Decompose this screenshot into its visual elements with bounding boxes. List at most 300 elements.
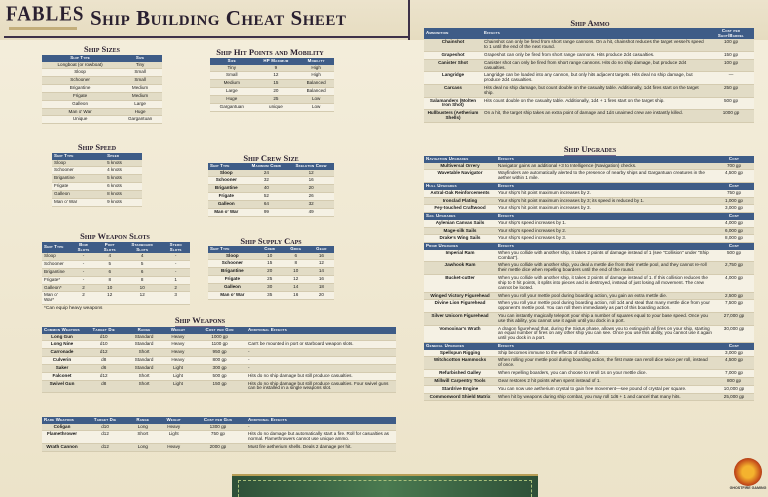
table-cell: Canister shot can only be fired from short range cannons. Hits do no ship damage, but produce 2d4 casualties.	[482, 59, 708, 72]
table-cell: Canister Shot	[424, 59, 482, 72]
table-cell: -	[161, 253, 190, 260]
table-cell: 12	[288, 170, 334, 177]
table-row	[424, 275, 754, 292]
table-cell: 1100 gp	[193, 341, 246, 349]
table-cell: 9	[254, 65, 299, 72]
table-cell: 2,500 gp	[714, 292, 754, 300]
table-row	[208, 260, 334, 268]
table-cell: 2	[161, 284, 190, 292]
table-cell: When rolling your mettle pool during boarding action, the first mate can reroll dice twice per roll, instead of once.	[496, 357, 714, 370]
column-header: Speed	[105, 153, 142, 160]
table-cell: 6,000 gp	[714, 227, 754, 235]
table-cell: Large	[210, 88, 254, 96]
table-cell: Ironclad Plating	[424, 197, 496, 205]
column-header: Size	[210, 58, 254, 65]
table-cell: Multiversal Orrery	[424, 163, 496, 170]
table-cell: Swivel Gun	[42, 380, 82, 393]
table-row	[42, 372, 396, 380]
table-cell: 1000 gp	[708, 110, 754, 123]
table-cell: -	[71, 268, 97, 276]
table-cell: 12	[254, 72, 299, 80]
table-cell: 15	[254, 80, 299, 88]
table-cell: On a hit, the target ship takes an extra point of damage and 1d4 unaimed crew are instantly killed.	[482, 110, 708, 123]
table-cell	[246, 334, 396, 341]
upgrades-heading: Ship Upgrades	[563, 144, 617, 154]
upgrade-group-header	[424, 213, 754, 220]
table-cell: 5	[123, 261, 161, 269]
table-cell: 27,000 gp	[714, 312, 754, 325]
table-cell: When you roll your mettle pool during boarding action, roll 1d4 and steal that many mettle dice from your opponent's mettle pool. You can roll them immediately as part of this boarding action.	[496, 300, 714, 313]
table-cell: d10	[82, 334, 125, 341]
table-row	[424, 84, 754, 97]
header-divider	[4, 36, 408, 38]
column-header: Common Weapons	[42, 327, 82, 334]
table-cell: 5	[96, 261, 123, 269]
table-cell: You can instantly magically teleport your ship a number of squares equal to your base speed. Once you use this ability, you cannot use it again until you dock in a port.	[496, 312, 714, 325]
table-row	[424, 39, 754, 51]
table-row	[42, 334, 396, 341]
table-cell: 16	[288, 177, 334, 185]
table-row	[424, 110, 754, 123]
table-row	[42, 92, 162, 100]
table-row	[424, 300, 754, 313]
table-row	[42, 77, 162, 85]
table-cell: Small	[210, 72, 254, 80]
table-cell: Frigate*	[42, 276, 71, 284]
table-row	[208, 268, 334, 276]
table-cell: 1000 gp	[193, 334, 246, 341]
table-cell: 750 gp	[714, 190, 754, 197]
table-cell: When you collide with another ship, it takes 2 points of damage instead of 1 (see "Collision" under "Ship Combat").	[496, 250, 714, 262]
table-row	[42, 364, 396, 372]
table-cell: Frigate	[208, 276, 257, 284]
column-header: Starboard Slots	[123, 242, 161, 253]
table-row	[52, 167, 142, 175]
table-cell: Gargantuan	[210, 103, 254, 111]
table-cell: Your ship's hit point maximum increases by 2.	[496, 190, 714, 197]
table-cell: Heavy	[163, 357, 193, 365]
table-cell: 49	[288, 208, 334, 216]
slots-heading: Ship Weapon Slots	[80, 231, 150, 241]
table-cell: 150 gp	[708, 51, 754, 59]
table-cell: Carcass	[424, 84, 482, 97]
table-cell: Medium	[210, 80, 254, 88]
table-cell: When you collide with another ship, it takes 2 points of damage instead of 1. If this collision reduces the ship to 0 hit points, it splits into pieces and is destroyed, instead of just losing all movement. The crew cannot be looted.	[496, 275, 714, 292]
table-cell: Ship becomes immune to the effects of chainshot.	[496, 350, 714, 357]
column-header: Target Die	[82, 327, 125, 334]
table-row	[424, 227, 754, 235]
ammo-table	[424, 28, 754, 123]
table-cell: d12	[82, 349, 125, 357]
table-cell: Standard	[125, 357, 162, 365]
column-header: Cost per Gun	[193, 327, 246, 334]
table-cell: Long Nine	[42, 341, 82, 349]
table-cell: Light	[163, 372, 193, 380]
table-row	[42, 444, 396, 452]
column-header: Ship Type	[208, 163, 245, 170]
table-cell: 8	[283, 260, 309, 268]
table-cell: 800 gp	[714, 377, 754, 385]
table-row	[42, 424, 396, 431]
table-cell: Unique	[42, 116, 118, 124]
table-cell: unique	[254, 103, 299, 111]
column-header: Cost	[714, 243, 754, 250]
page-title: Ship Building Cheat Sheet	[90, 6, 347, 30]
table-row	[210, 65, 334, 72]
table-cell: Short	[128, 431, 157, 444]
table-cell: 7,500 gp	[714, 300, 754, 313]
table-cell: Your ship's speed increases by 3.	[496, 235, 714, 243]
table-cell: 10	[123, 284, 161, 292]
table-cell: 26	[288, 193, 334, 201]
table-cell: 750 gp	[190, 431, 246, 444]
table-cell: 12	[96, 292, 123, 305]
table-cell: 10	[96, 284, 123, 292]
table-cell: 64	[245, 200, 289, 208]
table-cell: Long	[128, 424, 157, 431]
table-row	[208, 177, 334, 185]
table-row	[208, 185, 334, 193]
table-cell: Short	[125, 372, 162, 380]
table-cell: High	[298, 65, 334, 72]
table-cell: Schooner	[208, 177, 245, 185]
table-cell: Standard	[125, 341, 162, 349]
header-row	[424, 28, 754, 39]
table-row	[42, 253, 190, 260]
table-cell: Bucket-cutter	[424, 275, 496, 292]
table-cell: Culverin	[42, 357, 82, 365]
ammo-heading: Ship Ammo	[570, 18, 610, 28]
table-cell: 25	[257, 276, 283, 284]
table-cell: 300 gp	[193, 364, 246, 372]
table-row	[52, 198, 142, 206]
table-cell: 14	[283, 283, 309, 291]
publisher-name: GHOSTFIRE GAMING	[729, 486, 767, 490]
table-cell: 4,500 gp	[714, 170, 754, 183]
table-cell: 2	[71, 284, 97, 292]
table-cell: Hits do no damage but automatically start a fire. Roll for casualties as normal. Flamethrowers cannot use unique ammo.	[246, 431, 396, 444]
column-header: Effects	[496, 183, 714, 190]
table-row	[424, 370, 754, 378]
table-cell: When you roll your mettle pool during boarding action, you gain an extra mettle die.	[496, 292, 714, 300]
table-row	[424, 262, 754, 275]
table-cell: 8	[96, 276, 123, 284]
table-cell: Large	[118, 100, 162, 108]
table-row	[208, 170, 334, 177]
column-header: Weight	[163, 327, 193, 334]
upgrade-group-header	[424, 156, 754, 163]
table-cell: Galleon	[52, 190, 105, 198]
table-cell: Heavy	[163, 341, 193, 349]
table-row	[42, 357, 396, 365]
column-header: Bow Slots	[71, 242, 97, 253]
table-row	[208, 291, 334, 299]
table-cell: Tiny	[118, 62, 162, 69]
table-cell: 12	[123, 292, 161, 305]
table-cell: 6	[96, 268, 123, 276]
table-row	[52, 175, 142, 183]
table-cell: 3,000 gp	[714, 205, 754, 213]
table-row	[424, 235, 754, 243]
table-row	[42, 349, 396, 357]
table-cell: Mage-silk Sails	[424, 227, 496, 235]
column-header: Range	[125, 327, 162, 334]
table-cell: Refurbished Galley	[424, 370, 496, 378]
table-cell: Frigate	[42, 92, 118, 100]
logo-underline	[9, 27, 77, 30]
table-cell: Galleon	[208, 283, 257, 291]
table-row	[42, 85, 162, 93]
table-cell: Grapeshot	[424, 51, 482, 59]
column-header: Ship Type	[52, 153, 105, 160]
fables-logo: FABLES	[6, 2, 85, 26]
table-cell: 16	[309, 276, 334, 284]
table-row	[424, 97, 754, 110]
table-cell: Brigantine	[208, 268, 257, 276]
upgrade-group-name: General Upgrades	[424, 343, 496, 350]
table-row	[424, 385, 754, 393]
table-row	[52, 160, 142, 167]
table-cell: d6	[82, 364, 125, 372]
table-cell: 4,000 gp	[714, 220, 754, 227]
table-row	[208, 193, 334, 201]
table-cell: Man o' War	[42, 108, 118, 116]
table-cell: Long Gun	[42, 334, 82, 341]
table-row	[42, 276, 190, 284]
table-cell: High	[298, 72, 334, 80]
table-cell: Brigantine	[52, 175, 105, 183]
table-cell: Your ship's hit point maximum increases by 3; its speed is reduced by 1.	[496, 197, 714, 205]
table-cell: 20	[254, 88, 299, 96]
table-cell: 500 gp	[714, 250, 754, 262]
table-cell: Gargantuan	[118, 116, 162, 124]
table-cell: Hits do no ship damage but still produce casualties.	[246, 372, 396, 380]
table-row	[42, 62, 162, 69]
table-cell: Brigantine	[42, 268, 71, 276]
table-cell: When hit by weapons during ship combat, you may roll 1d6 + 1 and cancel that many hits.	[496, 393, 714, 401]
table-cell: 7,000 gp	[714, 370, 754, 378]
ghostfire-logo-icon	[734, 458, 762, 486]
table-cell: Langridge	[424, 72, 482, 85]
table-cell: Small	[118, 69, 162, 77]
table-cell: Vomoxinar's Wrath	[424, 325, 496, 342]
hp-heading: Ship Hit Points and Mobility	[216, 47, 324, 57]
column-header: Cost	[714, 343, 754, 350]
table-row	[210, 95, 334, 103]
table-cell: 9 knots	[105, 198, 142, 206]
header-row	[210, 58, 334, 65]
column-header: Effects	[496, 343, 714, 350]
table-row	[424, 51, 754, 59]
table-cell: Frigate	[52, 183, 105, 191]
table-row	[208, 208, 334, 216]
table-cell: Carronade	[42, 349, 82, 357]
crew-heading: Ship Crew Size	[243, 153, 299, 163]
table-cell: 8,000 gp	[714, 235, 754, 243]
table-row	[424, 220, 754, 227]
table-cell: Medium	[118, 92, 162, 100]
table-row	[424, 250, 754, 262]
table-cell: Man o' War	[52, 198, 105, 206]
table-cell: Schooner	[52, 167, 105, 175]
upgrade-group-header	[424, 183, 754, 190]
table-cell: Fey-touched Craftwood	[424, 205, 496, 213]
header-row	[52, 153, 142, 160]
table-cell: 4 knots	[105, 167, 142, 175]
column-header: Additional Effects	[246, 417, 396, 424]
table-cell: Schooner	[42, 261, 71, 269]
table-row	[42, 292, 190, 305]
table-row	[42, 108, 162, 116]
table-cell: Commonword Shield Matrix	[424, 393, 496, 401]
table-cell: Sloop	[42, 253, 71, 260]
table-cell: Hits do no ship damage but still produce casualties. Four swivel guns can be installed in a single weapons slot.	[246, 380, 396, 393]
table-cell: -	[246, 349, 396, 357]
column-header: Cost	[714, 183, 754, 190]
table-cell: 2	[71, 292, 97, 305]
table-cell: d12	[82, 444, 128, 452]
table-cell: Falconet	[42, 372, 82, 380]
upgrade-group-name: Navigation Upgrades	[424, 156, 496, 163]
table-cell: A dragon figurehead that, during the Sixtus phase, allows you to extinguish all fires on your ship, starting an equal number of fires on any other ship you can see. Once you use this ability, you cannot use it again until you dock in a port.	[496, 325, 714, 342]
table-cell: Astral-Oak Reinforcements	[424, 190, 496, 197]
table-row	[424, 205, 754, 213]
column-header: Ship Type	[42, 242, 71, 253]
table-cell: 500 gp	[193, 372, 246, 380]
supply-heading: Ship Supply Caps	[240, 236, 302, 246]
table-cell: Schooner	[208, 260, 257, 268]
table-cell: 100 gp	[708, 39, 754, 51]
table-cell: Your ship's speed increases by 2.	[496, 227, 714, 235]
table-cell: 4	[123, 253, 161, 260]
upgrade-group-header	[424, 343, 754, 350]
table-row	[424, 163, 754, 170]
table-row	[42, 341, 396, 349]
column-header: Cost	[714, 156, 754, 163]
table-cell: Short	[125, 349, 162, 357]
upgrade-group-name: Prow Upgrades	[424, 243, 496, 250]
column-header: Ship Type	[42, 55, 118, 62]
table-row	[424, 59, 754, 72]
table-row	[424, 197, 754, 205]
table-cell: Man o' War*	[42, 292, 71, 305]
table-cell: Huge	[118, 108, 162, 116]
table-cell: Hits count double on the casualty table. Additionally, 1d4 + 1 fires start on the target ship.	[482, 97, 708, 110]
table-cell: Saker	[42, 364, 82, 372]
column-header: Gear	[309, 246, 334, 253]
table-cell: Flamethrower	[42, 431, 82, 444]
table-cell: 16	[309, 253, 334, 260]
table-cell: Heavy	[163, 334, 193, 341]
table-cell: 10	[257, 253, 283, 260]
table-cell: Your ship's speed increases by 1.	[496, 220, 714, 227]
table-cell: Standard	[125, 334, 162, 341]
table-cell: Sloop	[208, 170, 245, 177]
column-divider	[408, 0, 410, 40]
table-cell: 950 gp	[193, 349, 246, 357]
sizes-table	[42, 55, 162, 124]
table-cell: 2000 gp	[190, 444, 246, 452]
header-row	[208, 163, 334, 170]
table-cell: 18	[309, 283, 334, 291]
table-cell: Wavetable Navigator	[424, 170, 496, 183]
table-cell: Millwill Carpentry Tools	[424, 377, 496, 385]
table-cell: Galleon	[42, 100, 118, 108]
table-row	[52, 183, 142, 191]
table-row	[42, 116, 162, 124]
table-cell: Brigantine	[208, 185, 245, 193]
table-cell: Chainshot can only be fired from short range cannons. On a hit, chainshot reduces the target vessel's speed to 1 until the end of the next round.	[482, 39, 708, 51]
weapons-table	[42, 327, 396, 393]
column-header: Stern Slots	[161, 242, 190, 253]
column-header: Cost	[714, 213, 754, 220]
table-row	[52, 190, 142, 198]
table-cell: 1,000 gp	[714, 197, 754, 205]
table-cell: Chainshot	[424, 39, 482, 51]
table-cell: Short	[125, 380, 162, 393]
column-header: Size	[118, 55, 162, 62]
table-cell: d12	[82, 431, 128, 444]
table-cell: Longboat (or rowboat)	[42, 62, 118, 69]
supply-table	[208, 246, 334, 300]
table-cell: 4,000 gp	[714, 275, 754, 292]
column-header: Additional Effects	[246, 327, 396, 334]
table-row	[210, 72, 334, 80]
table-cell: Spellspun Rigging	[424, 350, 496, 357]
table-cell: Long	[128, 444, 157, 452]
table-cell: Must fire aetherium shells. Deals 2 damage per hit.	[246, 444, 396, 452]
table-cell: Galleon*	[42, 284, 71, 292]
table-cell: d10	[82, 424, 128, 431]
upgrade-group-name: Hull Upgrades	[424, 183, 496, 190]
table-cell: You can now use aetherium crystal to gain free movement—see pound of crystal per square.	[496, 385, 714, 393]
table-cell: When you collide with another ship, you deal a mettle die from their mettle pool, and they cannot re-roll their mettle dice when repelling boarders until the end of the round.	[496, 262, 714, 275]
table-row	[424, 72, 754, 85]
table-cell: Man o' War	[208, 291, 257, 299]
table-row	[210, 88, 334, 96]
table-row	[424, 312, 754, 325]
table-cell: Langridge can be loaded into any cannon, but only hits adjacent targets. Hits deal no ship damage, but produce 2d4 casualties.	[482, 72, 708, 85]
table-cell: When repelling boarders, you can choose to reroll 1s on your mettle dice.	[496, 370, 714, 378]
table-cell: d10	[82, 341, 125, 349]
table-cell: 4	[96, 253, 123, 260]
table-cell: 6	[123, 268, 161, 276]
table-cell: Can't be mounted in port or starboard weapon slots.	[246, 341, 396, 349]
column-header: Ammunition	[424, 28, 482, 39]
table-row	[208, 253, 334, 260]
table-cell: Drake's Wing Sails	[424, 235, 496, 243]
column-header: Cost per Gun	[190, 417, 246, 424]
table-cell: Light	[163, 380, 193, 393]
table-cell: 25,000 gp	[714, 393, 754, 401]
table-cell: 35	[257, 291, 283, 299]
table-row	[424, 393, 754, 401]
upgrade-group-name: Sail Upgrades	[424, 213, 496, 220]
table-cell: Your ship's hit point maximum increases by 3.	[496, 205, 714, 213]
table-cell: 800 gp	[193, 357, 246, 365]
column-header: Range	[128, 417, 157, 424]
slots-footnote: *Can equip heavy weapons	[44, 306, 103, 311]
upgrades-table	[424, 156, 754, 401]
table-cell: -	[246, 424, 396, 431]
table-cell: Huge	[210, 95, 254, 103]
header-row	[42, 55, 162, 62]
table-cell: 24	[245, 170, 289, 177]
table-row	[42, 380, 396, 393]
table-cell: Man o' War	[208, 208, 245, 216]
upgrade-group-header	[424, 243, 754, 250]
table-cell: 500 gp	[708, 97, 754, 110]
